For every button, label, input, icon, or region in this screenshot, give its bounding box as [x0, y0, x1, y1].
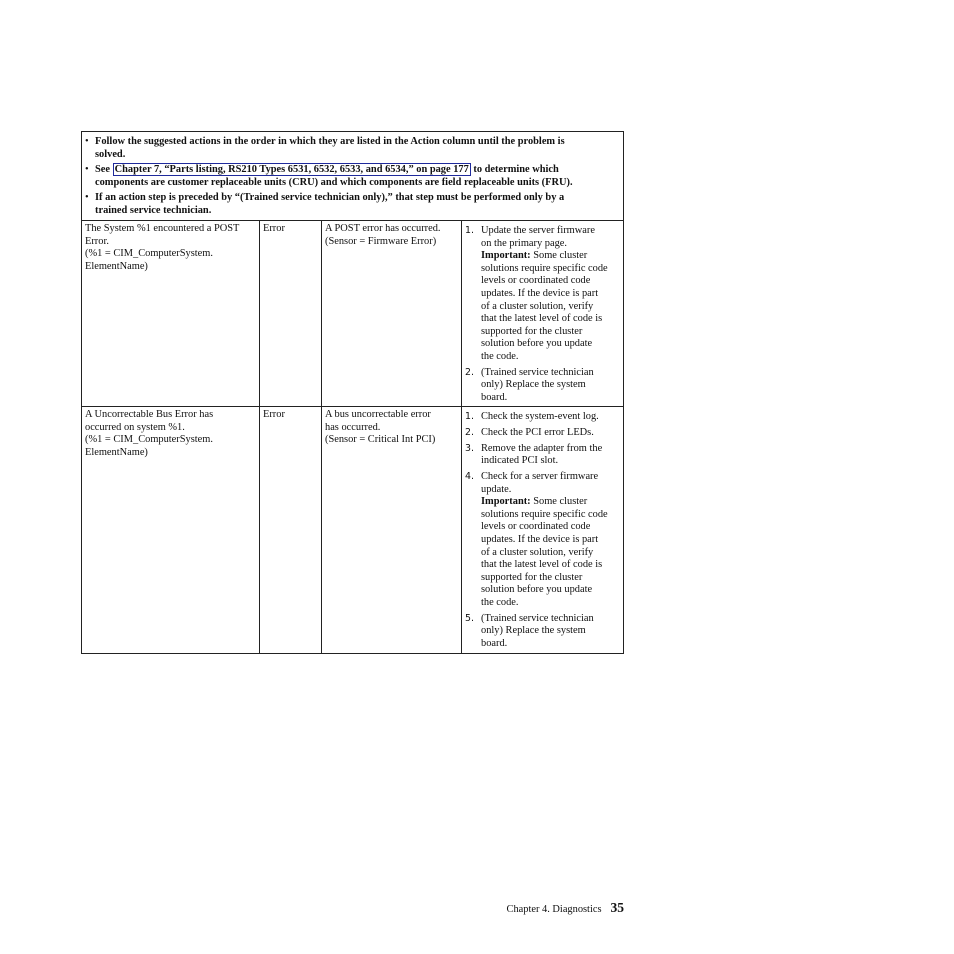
step-text: levels or coordinated code	[481, 275, 591, 287]
step-text: that the latest level of code is	[481, 559, 603, 571]
chapter-title: Chapter 4. Diagnostics	[506, 904, 602, 915]
bullet: •	[85, 164, 89, 175]
step-text: solution before you update	[481, 584, 593, 596]
step-text: supported for the cluster	[481, 325, 583, 337]
step-text: board.	[481, 637, 508, 649]
message-cell	[82, 407, 260, 653]
note-text: See	[95, 164, 113, 175]
step-text: of a cluster solution, verify	[481, 300, 594, 312]
step-text: levels or coordinated code	[481, 521, 591, 533]
step-number: 5.	[465, 612, 474, 624]
message-text: Error.	[85, 235, 109, 247]
step-text: that the latest level of code is	[481, 313, 603, 325]
step-text: updates. If the device is part	[481, 287, 599, 299]
message-text: occurred on system %1.	[85, 421, 185, 433]
step-number: 4.	[465, 470, 474, 482]
description-text: A POST error has occurred.	[325, 223, 441, 234]
note-text: If an action step is preceded by “(Trained service technician only),” that step must be performed only by a	[95, 192, 565, 203]
severity-cell	[260, 407, 322, 653]
step-text: only) Replace the system	[481, 625, 586, 637]
step-text: Check the PCI error LEDs.	[481, 426, 594, 438]
diagnostics-table	[81, 131, 624, 654]
description-cell	[322, 407, 462, 653]
action-step	[462, 411, 623, 424]
table-header-notes	[82, 132, 623, 221]
step-number: 2.	[465, 366, 474, 378]
step-text: Check for a server firmware	[481, 470, 599, 482]
step-text: update.	[481, 483, 512, 495]
step-text: solutions require specific code	[481, 508, 608, 520]
bullet: •	[85, 136, 89, 147]
step-text: solution before you update	[481, 338, 593, 350]
note-text: trained service technician.	[95, 204, 212, 216]
description-text: (Sensor = Firmware Error)	[325, 235, 437, 247]
step-number: 1.	[465, 411, 474, 422]
message-cell	[82, 221, 260, 406]
step-text: the code.	[481, 596, 519, 608]
step-text: Some cluster	[530, 496, 588, 508]
step-number: 1.	[465, 225, 474, 236]
step-text: the code.	[481, 350, 519, 362]
chapter-7-link[interactable]: Chapter 7, “Parts listing, RS210 Types 6531, 6532, 6533, and 6534,” on page 177	[114, 164, 469, 175]
table-row	[82, 407, 623, 653]
action-step	[462, 367, 623, 405]
message-text: A Uncorrectable Bus Error has	[85, 409, 214, 420]
step-number: 3.	[465, 442, 474, 454]
step-text: (Trained service technician	[481, 366, 594, 378]
note-text: to determine which	[470, 164, 559, 175]
step-text: updates. If the device is part	[481, 533, 599, 545]
severity-cell	[260, 221, 322, 406]
step-text: board.	[481, 391, 508, 403]
severity-text: Error	[263, 223, 285, 234]
bullet: •	[85, 192, 89, 203]
message-text: (%1 = CIM_ComputerSystem.	[85, 248, 213, 260]
important-label: Important:	[481, 250, 531, 262]
page-footer	[507, 900, 624, 916]
action-step	[462, 225, 623, 364]
description-text: has occurred.	[325, 421, 381, 433]
important-label: Important:	[481, 496, 531, 508]
table-row	[82, 221, 623, 407]
description-cell	[322, 221, 462, 406]
step-text: indicated PCI slot.	[481, 455, 559, 467]
step-text: (Trained service technician	[481, 612, 594, 624]
description-text: A bus uncorrectable error	[325, 409, 431, 420]
message-text: The System %1 encountered a POST	[85, 223, 240, 234]
action-step	[462, 471, 623, 610]
action-cell	[462, 221, 623, 406]
step-text: Update the server firmware	[481, 225, 595, 236]
description-text: (Sensor = Critical Int PCI)	[325, 434, 436, 446]
action-step	[462, 613, 623, 651]
action-cell	[462, 407, 623, 653]
page-number: 35	[610, 900, 624, 915]
step-text: only) Replace the system	[481, 379, 586, 391]
message-text: (%1 = CIM_ComputerSystem.	[85, 434, 213, 446]
message-text: ElementName)	[85, 260, 148, 272]
step-text: of a cluster solution, verify	[481, 546, 594, 558]
action-step	[462, 443, 623, 468]
step-text: Some cluster	[530, 250, 588, 262]
severity-text: Error	[263, 409, 285, 420]
step-number: 2.	[465, 426, 474, 438]
note-text: Follow the suggested actions in the order in which they are listed in the Action column until the problem is	[95, 136, 565, 147]
step-text: Check the system-event log.	[481, 411, 599, 422]
action-step	[462, 427, 623, 440]
note-text: solved.	[95, 148, 126, 160]
step-text: on the primary page.	[481, 237, 567, 249]
step-text: Remove the adapter from the	[481, 442, 603, 454]
step-text: supported for the cluster	[481, 571, 583, 583]
message-text: ElementName)	[85, 446, 148, 458]
note-text: components are customer replaceable units (CRU) and which components are field replaceable units (FRU).	[95, 176, 573, 188]
step-text: solutions require specific code	[481, 262, 608, 274]
